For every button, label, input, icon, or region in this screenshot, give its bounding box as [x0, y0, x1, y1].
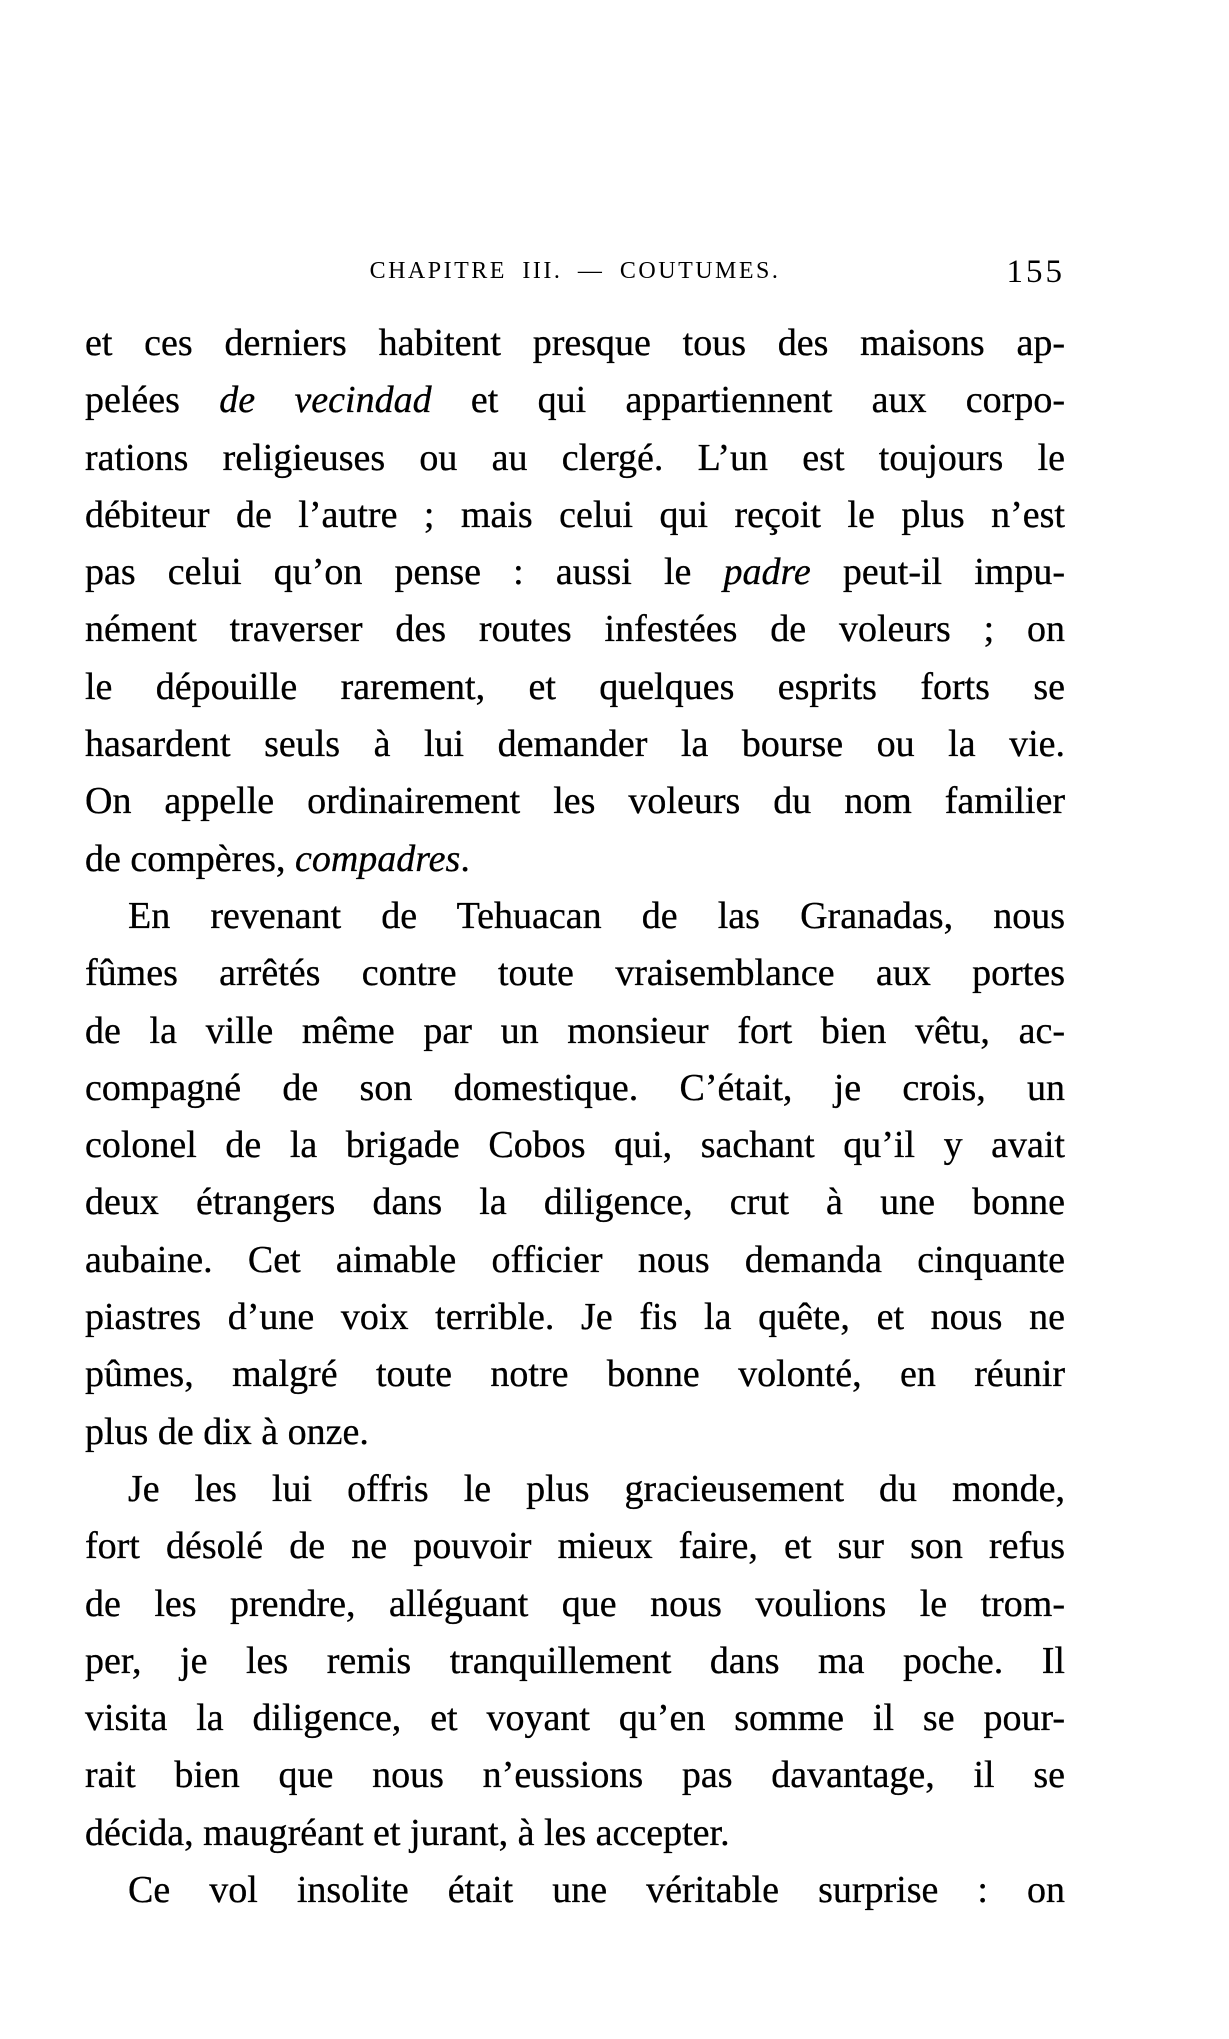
text-segment: aubaine. Cet aimable officier nous demanda cinquante	[85, 1238, 1065, 1281]
chapter-running-title: CHAPITRE III. — COUTUMES.	[369, 258, 781, 284]
text-line	[85, 1690, 1065, 1747]
text-segment: deux étrangers dans la diligence, crut à une bonne	[85, 1181, 1065, 1224]
text-line	[85, 487, 1065, 544]
text-segment: rations religieuses ou au clergé. L’un est toujours le	[85, 436, 1065, 479]
text-line	[85, 773, 1065, 830]
text-segment: per, je les remis tranquillement dans ma poche. Il	[85, 1639, 1065, 1682]
text-segment: plus de dix à onze.	[85, 1410, 369, 1453]
text-line	[85, 1747, 1065, 1804]
text-line	[85, 1576, 1065, 1633]
text-segment: On appelle ordinairement les voleurs du nom familier	[85, 780, 1065, 823]
text-line	[85, 315, 1065, 372]
text-line	[85, 1060, 1065, 1117]
page-text	[85, 315, 1065, 1919]
text-segment: hasardent seuls à lui demander la bourse ou la vie.	[85, 723, 1065, 766]
text-segment: rait bien que nous n’eussions pas davantage, il se	[85, 1754, 1065, 1797]
text-segment: colonel de la brigade Cobos qui, sachant qu’il y avait	[85, 1124, 1065, 1167]
text-segment: fûmes arrêtés contre toute vraisemblance aux portes	[85, 952, 1065, 995]
text-line	[85, 1346, 1065, 1403]
italic-text-segment: padre	[723, 551, 811, 594]
text-segment: le dépouille rarement, et quelques esprits forts se	[85, 665, 1065, 708]
text-line	[85, 716, 1065, 773]
text-segment: de les prendre, alléguant que nous voulions le trom-	[85, 1582, 1065, 1625]
text-segment: Ce vol insolite était une véritable surprise : on	[128, 1869, 1065, 1912]
text-line	[85, 1633, 1065, 1690]
text-segment: décida, maugréant et jurant, à les accepter.	[85, 1811, 730, 1854]
text-segment: pelées	[85, 379, 220, 422]
text-line	[85, 1862, 1065, 1919]
text-segment: de compères,	[85, 837, 295, 880]
text-segment: .	[460, 837, 470, 880]
text-line	[85, 659, 1065, 716]
text-segment: pûmes, malgré toute notre bonne volonté, en réunir	[85, 1353, 1065, 1396]
text-line	[85, 1289, 1065, 1346]
text-segment: pas celui qu’on pense : aussi le	[85, 551, 724, 594]
text-line	[85, 888, 1065, 945]
text-segment: débiteur de l’autre ; mais celui qui reçoit le plus n’est	[85, 493, 1065, 536]
text-segment: de la ville même par un monsieur fort bien vêtu, ac-	[85, 1009, 1065, 1052]
italic-text-segment: compadres	[294, 837, 461, 880]
text-segment: et qui appartiennent aux corpo-	[431, 379, 1065, 422]
text-line	[85, 1805, 1065, 1862]
text-line	[85, 831, 1065, 888]
text-line	[85, 1174, 1065, 1231]
text-segment: et ces derniers habitent presque tous des maisons ap-	[85, 322, 1065, 364]
text-line	[85, 1404, 1065, 1461]
text-line	[85, 1003, 1065, 1060]
text-segment: visita la diligence, et voyant qu’en somme il se pour-	[85, 1697, 1065, 1740]
text-segment: piastres d’une voix terrible. Je fis la quête, et nous ne	[85, 1296, 1065, 1339]
text-line	[85, 1117, 1065, 1174]
text-segment: fort désolé de ne pouvoir mieux faire, et sur son refus	[85, 1525, 1065, 1568]
text-line	[85, 945, 1065, 1002]
text-line	[85, 1232, 1065, 1289]
page-number: 155	[1006, 254, 1065, 290]
text-segment: Je les lui offris le plus gracieusement du monde,	[128, 1467, 1065, 1510]
text-line	[85, 601, 1065, 658]
text-line	[85, 544, 1065, 601]
text-segment: peut-il impu-	[810, 551, 1065, 594]
text-line	[85, 430, 1065, 487]
running-head	[85, 254, 1065, 298]
text-segment: compagné de son domestique. C’était, je crois, un	[85, 1066, 1065, 1109]
text-line	[85, 372, 1065, 429]
text-segment: En revenant de Tehuacan de las Granadas, nous	[128, 894, 1065, 937]
text-line	[85, 1461, 1065, 1518]
text-segment: nément traverser des routes infestées de voleurs ; on	[85, 608, 1065, 651]
text-line	[85, 1518, 1065, 1575]
italic-text-segment: de vecindad	[219, 379, 432, 422]
